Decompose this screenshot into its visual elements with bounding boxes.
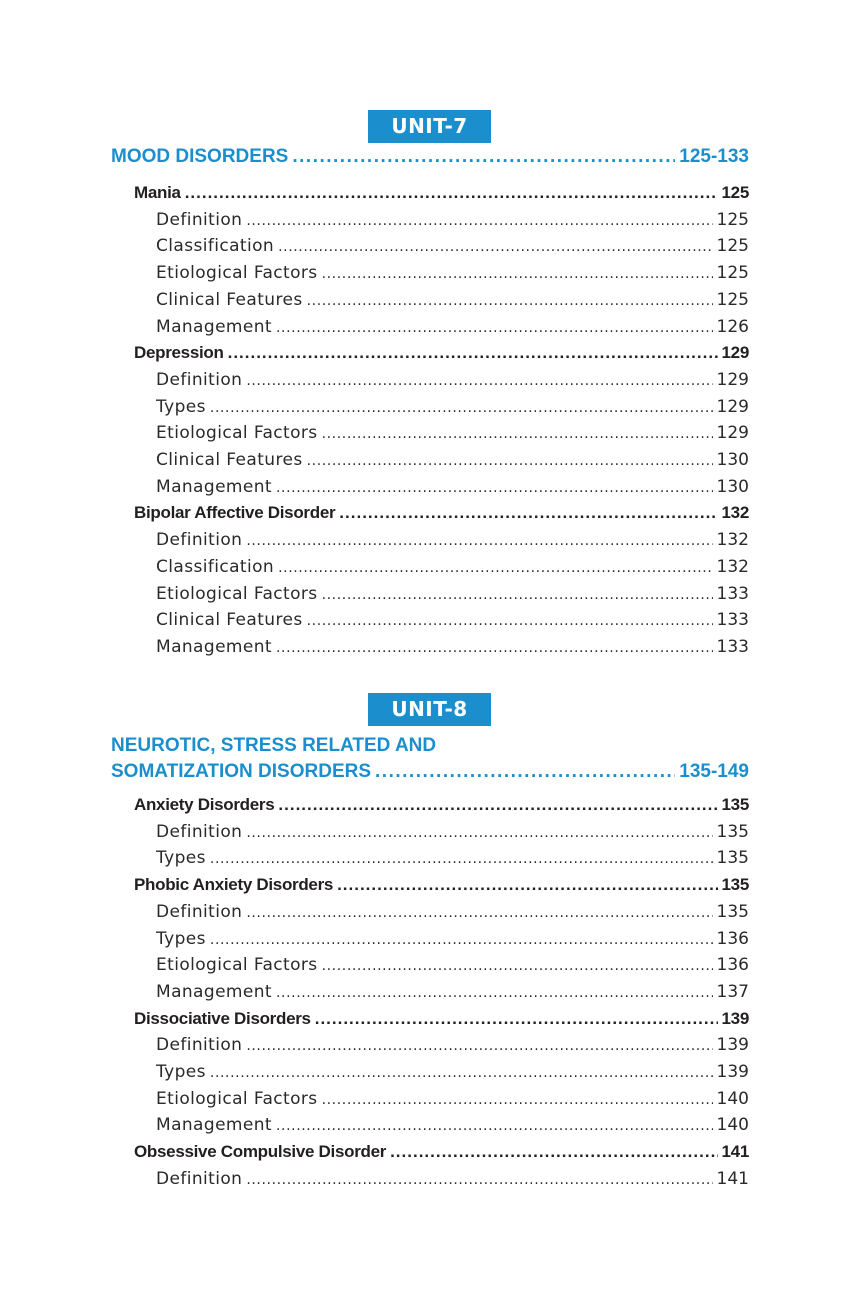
toc-subtopic[interactable]	[156, 1115, 749, 1141]
toc-subtopic-label: Management	[156, 316, 272, 337]
page-number: 132	[721, 503, 749, 523]
toc-subtopic[interactable]	[156, 929, 749, 955]
toc-subtopic[interactable]	[156, 1169, 749, 1195]
dot-leader	[322, 587, 713, 603]
dot-leader	[278, 239, 712, 255]
dot-leader	[307, 613, 713, 629]
toc-subtopic-label: Management	[156, 636, 272, 657]
toc-subtopic[interactable]	[156, 1089, 749, 1115]
toc-subtopic[interactable]	[156, 397, 749, 423]
unit-title-line: NEUROTIC, STRESS RELATED AND	[111, 735, 437, 756]
toc-subtopic-label: Types	[156, 928, 206, 949]
dot-leader	[322, 266, 713, 282]
dot-leader	[322, 958, 713, 974]
page-number: 129	[716, 423, 749, 444]
page-number: 139	[721, 1008, 749, 1028]
toc-topic[interactable]	[134, 343, 749, 369]
dot-leader	[276, 320, 713, 336]
toc-topic[interactable]	[134, 1009, 749, 1035]
toc-subtopic-label: Etiological Factors	[156, 423, 318, 444]
dot-leader	[276, 985, 713, 1001]
toc-subtopic[interactable]	[156, 477, 749, 503]
page-number: 125	[716, 289, 749, 310]
toc-subtopic[interactable]	[156, 557, 749, 583]
dot-leader	[228, 343, 718, 363]
toc-subtopic-label: Types	[156, 1062, 206, 1082]
page-number: 135	[716, 848, 749, 869]
page-number: 141	[721, 1142, 749, 1162]
toc-subtopic-label: Clinical Features	[156, 610, 303, 631]
toc-topic-label: Depression	[134, 343, 224, 363]
dot-leader	[210, 400, 713, 416]
dot-leader	[322, 426, 713, 442]
page-number: 132	[716, 556, 749, 577]
toc-subtopic-label: Definition	[156, 1168, 243, 1189]
page-number: 136	[716, 928, 749, 949]
dot-leader	[276, 480, 713, 496]
page-number: 135	[716, 901, 749, 922]
toc-subtopic[interactable]	[156, 423, 749, 449]
toc-subtopic[interactable]	[156, 902, 749, 928]
dot-leader	[307, 293, 713, 309]
toc-topic-label: Obsessive Compulsive Disorder	[134, 1142, 387, 1162]
toc-subtopic-label: Etiological Factors	[156, 263, 318, 284]
toc-subtopic-label: Management	[156, 1115, 272, 1136]
toc-subtopic[interactable]	[156, 610, 749, 636]
toc-subtopic[interactable]	[156, 450, 749, 476]
page-number: 133	[716, 583, 749, 604]
unit-badge: UNIT-7	[368, 110, 491, 143]
toc-subtopic-label: Definition	[156, 1035, 243, 1056]
page-number: 126	[716, 316, 749, 337]
toc-subtopic[interactable]	[156, 1062, 749, 1088]
toc-subtopic[interactable]	[156, 263, 749, 289]
page-number: 129	[716, 369, 749, 390]
toc-topic[interactable]	[134, 1142, 749, 1168]
toc-subtopic-label: Definition	[156, 901, 243, 922]
dot-leader	[292, 146, 675, 168]
toc-subtopic[interactable]	[156, 317, 749, 343]
page-number: 130	[716, 476, 749, 497]
dot-leader	[278, 795, 717, 815]
dot-leader	[246, 1038, 712, 1054]
page-number: 141	[716, 1168, 749, 1189]
dot-leader	[276, 640, 713, 656]
toc-subtopic[interactable]	[156, 584, 749, 610]
toc-subtopic-label: Definition	[156, 530, 243, 551]
dot-leader	[339, 503, 717, 523]
toc-topic-label: Anxiety Disorders	[134, 795, 275, 814]
page-number: 130	[716, 450, 749, 470]
dot-leader	[390, 1142, 717, 1162]
page-number: 133	[716, 636, 749, 657]
page-number: 125	[721, 183, 749, 202]
dot-leader	[246, 373, 712, 389]
page-number: 140	[716, 1088, 749, 1109]
page-number: 135	[721, 795, 749, 814]
page-number: 129	[716, 396, 749, 417]
unit-title-row[interactable]	[111, 761, 749, 787]
toc-subtopic[interactable]	[156, 530, 749, 556]
unit-badge: UNIT-8	[368, 693, 491, 726]
dot-leader	[375, 761, 675, 783]
toc-subtopic[interactable]	[156, 236, 749, 262]
dot-leader	[315, 1009, 718, 1029]
page-number: 125	[716, 263, 749, 284]
dot-leader	[246, 1172, 712, 1188]
toc-subtopic-label: Etiological Factors	[156, 955, 318, 976]
toc-subtopic-label: Etiological Factors	[156, 583, 318, 604]
page-number: 139	[716, 1035, 749, 1056]
page-number: 135	[721, 875, 749, 895]
toc-subtopic-label: Management	[156, 981, 272, 1002]
unit-title-row[interactable]	[111, 146, 749, 172]
dot-leader	[276, 1118, 713, 1134]
dot-leader	[210, 851, 713, 867]
dot-leader	[246, 213, 712, 229]
dot-leader	[278, 560, 712, 576]
page-number: 125	[716, 236, 749, 257]
toc-topic-label: Dissociative Disorders	[134, 1008, 311, 1028]
toc-subtopic[interactable]	[156, 637, 749, 663]
dot-leader	[246, 825, 712, 841]
toc-subtopic-label: Definition	[156, 209, 243, 230]
dot-leader	[210, 932, 713, 948]
page-number: 125	[716, 209, 749, 230]
toc-subtopic-label: Classification	[156, 556, 275, 577]
dot-leader	[246, 905, 712, 921]
toc-topic[interactable]	[134, 795, 749, 821]
toc-subtopic-label: Definition	[156, 821, 243, 842]
dot-leader	[185, 183, 718, 203]
dot-leader	[337, 875, 717, 895]
toc-topic-label: Mania	[134, 183, 181, 202]
toc-subtopic-label: Types	[156, 396, 206, 417]
toc-subtopic[interactable]	[156, 210, 749, 236]
unit-page-range: 135-149	[679, 761, 749, 782]
page-number: 133	[716, 610, 749, 631]
page-number: 136	[716, 955, 749, 976]
page-number: 135	[716, 821, 749, 842]
toc-subtopic-label: Definition	[156, 369, 243, 390]
toc-subtopic-label: Management	[156, 476, 272, 497]
dot-leader	[246, 533, 712, 549]
toc-topic-label: Bipolar Affective Disorder	[134, 503, 336, 523]
toc-subtopic-label: Clinical Features	[156, 289, 303, 310]
toc-subtopic[interactable]	[156, 982, 749, 1008]
toc-subtopic-label: Etiological Factors	[156, 1088, 318, 1109]
toc-subtopic[interactable]	[156, 370, 749, 396]
toc-subtopic-label: Classification	[156, 236, 275, 257]
dot-leader	[322, 1092, 713, 1108]
toc-subtopic[interactable]	[156, 822, 749, 848]
dot-leader	[210, 1065, 713, 1081]
page-number: 132	[716, 530, 749, 551]
toc-subtopic[interactable]	[156, 848, 749, 874]
unit-title-text: MOOD DISORDERS	[111, 146, 289, 167]
unit-title-text: SOMATIZATION DISORDERS	[111, 761, 372, 782]
page-number: 129	[721, 343, 749, 363]
page-number: 137	[716, 981, 749, 1002]
toc-topic-label: Phobic Anxiety Disorders	[134, 875, 334, 895]
toc-subtopic-label: Clinical Features	[156, 450, 303, 470]
toc-subtopic[interactable]	[156, 1035, 749, 1061]
page-number: 140	[716, 1115, 749, 1136]
page-number: 139	[716, 1062, 749, 1082]
dot-leader	[307, 453, 713, 469]
toc-topic[interactable]	[134, 503, 749, 529]
toc-subtopic[interactable]	[156, 290, 749, 316]
toc-topic[interactable]	[134, 183, 749, 209]
toc-topic[interactable]	[134, 875, 749, 901]
toc-subtopic-label: Types	[156, 848, 206, 869]
toc-subtopic[interactable]	[156, 955, 749, 981]
unit-page-range: 125-133	[679, 146, 749, 167]
